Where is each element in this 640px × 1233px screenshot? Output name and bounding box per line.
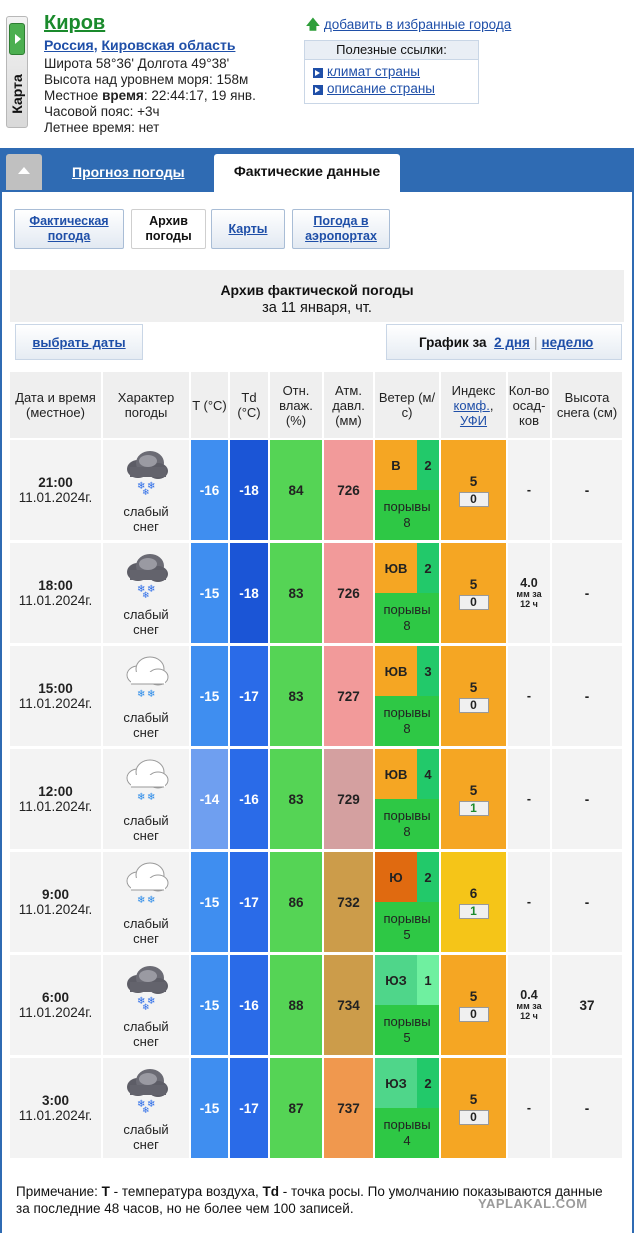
col-date: Дата и время (местное) — [10, 372, 101, 438]
row-t: -15 — [191, 1058, 228, 1158]
svg-text:❄: ❄ — [142, 1104, 150, 1113]
table-note: Примечание: T - температура воздуха, Td - точка росы. По умолчанию показываются данные за последние 48 часов, но не более чем 100 записей. — [16, 1184, 603, 1216]
svg-text:❄: ❄ — [147, 688, 156, 700]
row-td: -17 — [230, 1058, 268, 1158]
row-t: -15 — [191, 646, 228, 746]
wind-direction: ЮВ — [375, 749, 417, 799]
row-wind — [375, 852, 439, 952]
row-td: -18 — [230, 543, 268, 643]
col-pressure: Атм. давл. (мм) — [324, 372, 373, 438]
precip-value: 0.4 — [520, 988, 538, 1002]
col-snow: Высота снега (см) — [552, 372, 622, 438]
svg-text:❄: ❄ — [147, 583, 156, 595]
col-t: T (°C) — [191, 372, 228, 438]
col-humidity: Отн. влаж. (%) — [270, 372, 322, 438]
wind-gust: порывы 8 — [375, 696, 439, 746]
graph-week-link[interactable]: неделю — [541, 335, 594, 350]
row-t: -15 — [191, 955, 228, 1055]
table-row — [10, 646, 622, 748]
wind-speed: 2 — [417, 1058, 439, 1108]
summer-time: Летнее время: нет — [44, 120, 160, 135]
wind-speed: 4 — [417, 749, 439, 799]
watermark: YAPLAKAL.COM — [478, 1196, 588, 1211]
row-precipitation — [508, 543, 550, 643]
precip-value: 4.0 — [520, 576, 538, 590]
table-row — [10, 749, 622, 851]
snow-cloud-light-icon — [122, 859, 170, 916]
uv-index-badge: 1 — [459, 801, 489, 816]
uv-index-badge: 0 — [459, 595, 489, 610]
svg-text:❄: ❄ — [137, 995, 146, 1007]
row-time: 12:00 — [38, 784, 73, 799]
row-pressure: 726 — [324, 543, 373, 643]
row-datetime — [10, 440, 101, 540]
row-wind — [375, 955, 439, 1055]
subtab-maps[interactable]: Карты — [211, 209, 285, 249]
row-td: -18 — [230, 440, 268, 540]
row-humidity: 87 — [270, 1058, 322, 1158]
row-character-text: слабый снег — [123, 606, 169, 637]
row-precipitation — [508, 440, 550, 540]
row-date: 11.01.2024г. — [18, 593, 93, 608]
graph-2days-link[interactable]: 2 дня — [494, 335, 530, 350]
row-snow-height: - — [552, 646, 622, 746]
row-comfort-index — [441, 646, 506, 746]
row-humidity: 88 — [270, 955, 322, 1055]
row-date: 11.01.2024г. — [18, 1108, 93, 1123]
svg-text:❄: ❄ — [147, 480, 156, 492]
col-wind: Ветер (м/с) — [375, 372, 439, 438]
row-comfort-index — [441, 852, 506, 952]
row-time: 18:00 — [38, 578, 73, 593]
row-time: 6:00 — [41, 990, 70, 1005]
wind-gust: порывы 8 — [375, 799, 439, 849]
row-pressure: 727 — [324, 646, 373, 746]
row-character — [103, 749, 189, 849]
svg-text:❄: ❄ — [137, 1098, 146, 1110]
altitude: Высота над уровнем моря: 158м — [44, 72, 249, 87]
row-datetime — [10, 543, 101, 643]
row-pressure: 734 — [324, 955, 373, 1055]
subtab-actual-weather[interactable]: Фактическая погода — [14, 209, 124, 249]
row-character-text: слабый снег — [123, 1018, 169, 1049]
comfort-index-value: 5 — [469, 576, 478, 592]
precip-value: - — [526, 483, 532, 497]
row-snow-height: 37 — [552, 955, 622, 1055]
wind-direction: ЮВ — [375, 543, 417, 593]
table-row — [10, 543, 622, 645]
main-tabs — [0, 148, 634, 192]
row-datetime — [10, 749, 101, 849]
row-wind — [375, 440, 439, 540]
row-date: 11.01.2024г. — [18, 1005, 93, 1020]
archive-title: Архив фактической погоды — [220, 282, 414, 298]
wind-speed: 2 — [417, 852, 439, 902]
precip-unit: мм за 12 ч — [516, 589, 542, 609]
row-character — [103, 1058, 189, 1158]
subtab-archive[interactable]: Архив погоды — [131, 209, 206, 249]
subtab-airports[interactable]: Погода в аэропортах — [292, 209, 390, 249]
wind-direction: ЮВ — [375, 646, 417, 696]
row-pressure: 732 — [324, 852, 373, 952]
col-td: Td (°C) — [230, 372, 268, 438]
row-snow-height: - — [552, 852, 622, 952]
wind-gust: порывы 8 — [375, 593, 439, 643]
uv-index-badge: 0 — [459, 1110, 489, 1125]
precip-value: - — [526, 792, 532, 806]
wind-gust: порывы 4 — [375, 1108, 439, 1158]
row-t: -14 — [191, 749, 228, 849]
row-character-text: слабый снег — [123, 812, 169, 843]
comfort-link[interactable]: комф. — [453, 397, 490, 413]
region-line: Россия, Кировская область — [44, 37, 236, 53]
snow-cloud-light-icon — [122, 653, 170, 710]
precip-value: - — [526, 895, 532, 909]
row-wind — [375, 1058, 439, 1158]
row-td: -16 — [230, 955, 268, 1055]
row-character — [103, 852, 189, 952]
precip-unit: мм за 12 ч — [516, 1001, 542, 1021]
row-pressure: 729 — [324, 749, 373, 849]
svg-text:❄: ❄ — [147, 1098, 156, 1110]
wind-speed: 1 — [417, 955, 439, 1005]
map-label: Карта — [9, 74, 26, 114]
row-td: -16 — [230, 749, 268, 849]
precip-value: - — [526, 1101, 532, 1115]
row-snow-height: - — [552, 440, 622, 540]
comfort-index-value: 5 — [469, 473, 478, 489]
local-time: Местное время: 22:44:17, 19 янв. — [44, 88, 256, 103]
row-humidity: 83 — [270, 543, 322, 643]
row-time: 3:00 — [41, 1093, 70, 1108]
row-precipitation — [508, 955, 550, 1055]
comfort-index-value: 5 — [469, 782, 478, 798]
row-character-text: слабый снег — [123, 709, 169, 740]
row-wind — [375, 646, 439, 746]
row-comfort-index — [441, 749, 506, 849]
table-row — [10, 440, 622, 542]
row-td: -17 — [230, 646, 268, 746]
useful-links-box — [304, 40, 479, 104]
wind-speed: 2 — [417, 440, 439, 490]
row-snow-height: - — [552, 1058, 622, 1158]
snow-cloud-dark-icon — [122, 1065, 170, 1122]
row-snow-height: - — [552, 543, 622, 643]
uvi-link[interactable]: УФИ — [459, 412, 488, 428]
comfort-index-value: 5 — [469, 1091, 478, 1107]
wind-gust: порывы 5 — [375, 902, 439, 952]
svg-text:❄: ❄ — [142, 486, 150, 495]
wind-direction: В — [375, 440, 417, 490]
archive-date: за 11 января, чт. — [262, 300, 372, 316]
climate-link[interactable]: климат страны — [305, 64, 478, 81]
row-comfort-index — [441, 955, 506, 1055]
snow-cloud-dark-icon — [122, 550, 170, 607]
row-character — [103, 955, 189, 1055]
snow-cloud-dark-icon — [122, 447, 170, 504]
wind-gust: порывы 5 — [375, 1005, 439, 1055]
wind-direction: Ю — [375, 852, 417, 902]
row-pressure: 737 — [324, 1058, 373, 1158]
row-datetime — [10, 1058, 101, 1158]
timezone: Часовой пояс: +3ч — [44, 104, 160, 119]
wind-gust: порывы 8 — [375, 490, 439, 540]
up-arrow-icon: 🡅 — [306, 17, 320, 32]
city-link[interactable]: Киров — [44, 12, 106, 34]
snow-cloud-dark-icon — [122, 962, 170, 1019]
svg-text:❄: ❄ — [137, 894, 146, 906]
country-link[interactable]: Россия — [44, 37, 94, 53]
svg-text:❄: ❄ — [137, 791, 146, 803]
col-index: Индекс комф., УФИ — [441, 372, 506, 438]
row-character-text: слабый снег — [123, 915, 169, 946]
row-humidity: 83 — [270, 749, 322, 849]
uv-index-badge: 0 — [459, 698, 489, 713]
row-character-text: слабый снег — [123, 503, 169, 534]
table-row — [10, 852, 622, 954]
table-row — [10, 955, 622, 1057]
row-t: -15 — [191, 543, 228, 643]
row-date: 11.01.2024г. — [18, 902, 93, 917]
row-comfort-index — [441, 440, 506, 540]
svg-text:❄: ❄ — [147, 995, 156, 1007]
wind-speed: 2 — [417, 543, 439, 593]
row-precipitation — [508, 749, 550, 849]
row-t: -15 — [191, 852, 228, 952]
row-humidity: 86 — [270, 852, 322, 952]
row-humidity: 83 — [270, 646, 322, 746]
svg-text:❄: ❄ — [137, 583, 146, 595]
svg-text:❄: ❄ — [147, 894, 156, 906]
row-character — [103, 646, 189, 746]
useful-links-title: Полезные ссылки: — [305, 41, 478, 60]
row-character-text: слабый снег — [123, 1121, 169, 1152]
row-humidity: 84 — [270, 440, 322, 540]
wind-speed: 3 — [417, 646, 439, 696]
row-pressure: 726 — [324, 440, 373, 540]
table-row — [10, 1058, 622, 1160]
wind-direction: ЮЗ — [375, 1058, 417, 1108]
svg-text:❄: ❄ — [142, 589, 150, 598]
row-wind — [375, 543, 439, 643]
row-snow-height: - — [552, 749, 622, 849]
snow-cloud-light-icon — [122, 756, 170, 813]
row-datetime — [10, 646, 101, 746]
add-favorite-link[interactable]: 🡅 добавить в избранные города — [306, 15, 511, 38]
archive-header — [10, 270, 624, 322]
row-td: -17 — [230, 852, 268, 952]
pick-dates-button[interactable]: выбрать даты — [15, 324, 143, 360]
map-toggle-button[interactable] — [6, 16, 28, 128]
svg-text:❄: ❄ — [142, 1001, 150, 1010]
row-date: 11.01.2024г. — [18, 799, 93, 814]
description-link[interactable]: описание страны — [305, 81, 478, 98]
tab-forecast[interactable]: Прогноз погоды — [72, 164, 185, 180]
region-link[interactable]: Кировская область — [101, 37, 236, 53]
row-datetime — [10, 852, 101, 952]
comfort-index-value: 5 — [469, 988, 478, 1004]
svg-text:❄: ❄ — [137, 688, 146, 700]
row-precipitation — [508, 852, 550, 952]
col-character: Характер погоды — [103, 372, 189, 438]
row-precipitation — [508, 646, 550, 746]
col-precip: Кол-во осад-ков — [508, 372, 550, 438]
row-date: 11.01.2024г. — [18, 490, 93, 505]
row-wind — [375, 749, 439, 849]
row-time: 15:00 — [38, 681, 73, 696]
tab-actual-data[interactable]: Фактические данные — [214, 154, 400, 192]
row-datetime — [10, 955, 101, 1055]
precip-value: - — [526, 689, 532, 703]
expand-arrow-icon — [9, 23, 25, 55]
row-comfort-index — [441, 1058, 506, 1158]
row-character — [103, 543, 189, 643]
row-time: 21:00 — [38, 475, 73, 490]
row-comfort-index — [441, 543, 506, 643]
graph-selector: График за 2 дня | неделю — [386, 324, 622, 360]
row-t: -16 — [191, 440, 228, 540]
svg-text:❄: ❄ — [147, 791, 156, 803]
uv-index-badge: 0 — [459, 492, 489, 507]
row-time: 9:00 — [41, 887, 70, 902]
uv-index-badge: 1 — [459, 904, 489, 919]
row-date: 11.01.2024г. — [18, 696, 93, 711]
comfort-index-value: 5 — [469, 679, 478, 695]
wind-direction: ЮЗ — [375, 955, 417, 1005]
row-character — [103, 440, 189, 540]
coordinates: Широта 58°36' Долгота 49°38' — [44, 56, 230, 71]
uv-index-badge: 0 — [459, 1007, 489, 1022]
comfort-index-value: 6 — [469, 885, 478, 901]
collapse-button[interactable] — [6, 154, 42, 190]
svg-text:❄: ❄ — [137, 480, 146, 492]
row-precipitation — [508, 1058, 550, 1158]
